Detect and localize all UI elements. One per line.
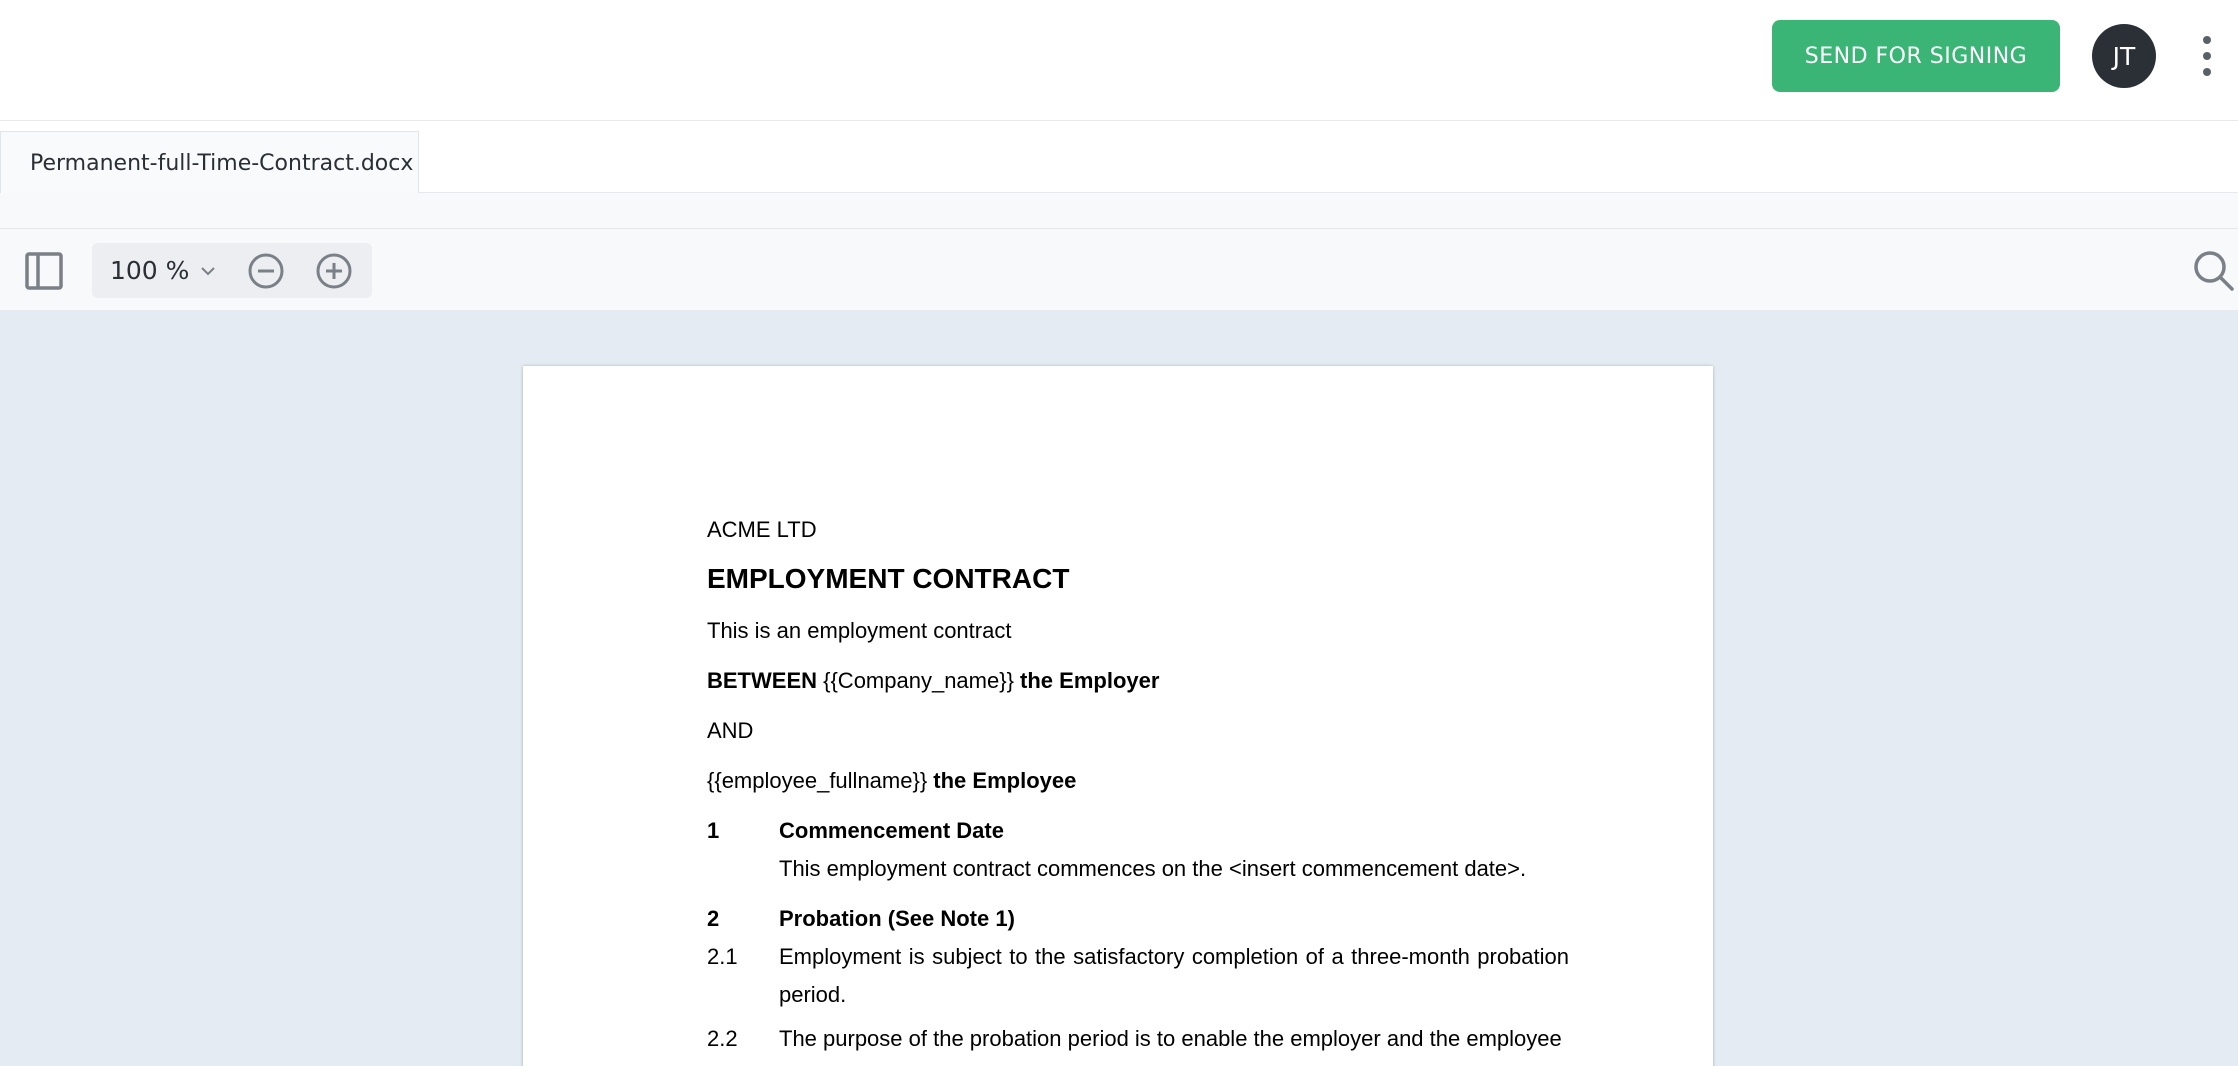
clause-number: 2.1 xyxy=(707,944,738,969)
sidebar-toggle-icon[interactable] xyxy=(24,251,64,291)
clause-number: 2.2 xyxy=(707,1026,738,1051)
top-header xyxy=(0,0,2238,121)
employee-line xyxy=(707,762,1076,800)
zoom-level-value: 100 % xyxy=(110,256,190,285)
between-line xyxy=(707,662,1159,700)
document-page xyxy=(523,366,1713,1066)
kebab-dot xyxy=(2203,52,2211,60)
kebab-dot xyxy=(2203,36,2211,44)
between-label: BETWEEN xyxy=(707,668,817,693)
document-tab-bar xyxy=(0,121,2238,193)
zoom-in-icon[interactable] xyxy=(316,253,352,289)
clause-text: Employment is subject to the satisfactory completion of a three-month probation period. xyxy=(779,944,1569,1007)
tab-strip-divider xyxy=(0,193,2238,229)
section-number: 2 xyxy=(707,906,720,931)
zoom-controls xyxy=(92,243,372,298)
viewer-toolbar xyxy=(0,229,2238,310)
section-heading: Commencement Date xyxy=(779,818,1004,843)
intro-text: This is an employment contract xyxy=(707,618,1012,643)
zoom-level-select[interactable] xyxy=(110,243,217,298)
and-line: AND xyxy=(707,718,754,743)
search-icon[interactable] xyxy=(2192,249,2234,291)
company-name: ACME LTD xyxy=(707,517,817,542)
section-heading: Probation (See Note 1) xyxy=(779,906,1015,931)
employee-label: the Employee xyxy=(933,768,1077,793)
document-canvas[interactable] xyxy=(0,310,2238,1066)
send-for-signing-button[interactable]: SEND FOR SIGNING xyxy=(1772,20,2060,92)
clause-text: The purpose of the probation period is to enable the employer and the employee xyxy=(779,1026,1562,1051)
user-avatar[interactable]: JT xyxy=(2092,24,2156,88)
company-placeholder: {{Company_name}} xyxy=(817,668,1021,693)
more-vertical-icon[interactable] xyxy=(2196,36,2218,76)
zoom-out-icon[interactable] xyxy=(248,253,284,289)
section-1-body: This employment contract commences on the <insert commencement date>. xyxy=(779,856,1527,881)
tab-document[interactable]: Permanent-full-Time-Contract.docx xyxy=(0,131,419,194)
employee-placeholder: {{employee_fullname}} xyxy=(707,768,934,793)
chevron-down-icon xyxy=(199,262,217,280)
document-title: EMPLOYMENT CONTRACT xyxy=(707,563,1070,594)
kebab-dot xyxy=(2203,68,2211,76)
section-number: 1 xyxy=(707,818,720,843)
employer-label: the Employer xyxy=(1020,668,1160,693)
